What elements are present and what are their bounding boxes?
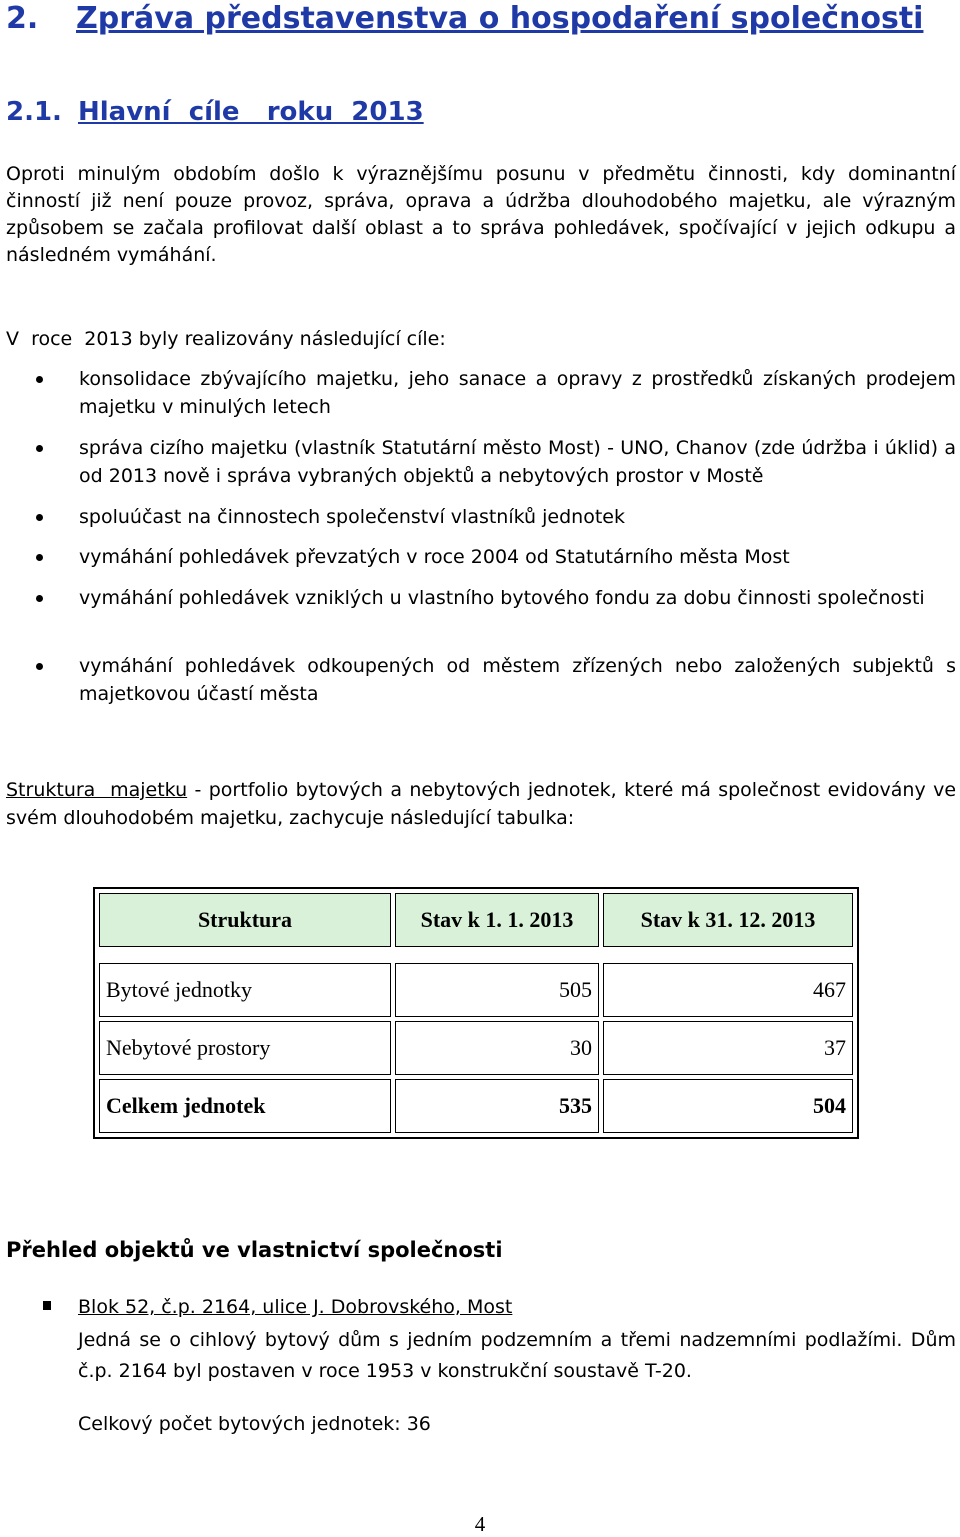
table-cell-start: 535 xyxy=(395,1079,599,1133)
table-cell-label: Nebytové prostory xyxy=(99,1021,391,1075)
square-bullet-icon xyxy=(43,1301,51,1310)
bullet-icon xyxy=(36,514,43,521)
table-header-cell: Stav k 31. 12. 2013 xyxy=(603,893,853,947)
bullet-icon xyxy=(36,554,43,561)
subsection-heading xyxy=(6,95,424,129)
intro-paragraph: Oproti minulým obdobím došlo k výraznějšímu posunu v předmětu činnosti, kdy dominantní činností již není pouze provoz, správa, oprava a údržba dlouhodobého majetku, ale výrazným způsobem se začala profilovat další oblast a to správa pohledávek, spočívající v jejich odkupu a následném vymáhání. xyxy=(6,163,956,266)
table-row xyxy=(99,963,853,1017)
table-row-total xyxy=(99,1079,853,1133)
bullet-icon xyxy=(36,595,43,602)
section-title: Zpráva představenstva o hospodaření společnosti xyxy=(76,1,924,36)
structure-paragraph xyxy=(6,776,956,832)
goal-item-text: konsolidace zbývajícího majetku, jeho sanace a opravy z prostředků získaných prodejem majetku v minulých letech xyxy=(79,368,956,418)
goal-item-text: spoluúčast na činnostech společenství vlastníků jednotek xyxy=(79,506,625,528)
page-number: 4 xyxy=(474,1512,486,1536)
object-address: Blok 52, č.p. 2164, ulice J. Dobrovského, Most xyxy=(78,1296,513,1318)
structure-text: - portfolio bytových a nebytových jednotek, které má společnost evidovány ve svém dlouhodobém majetku, zachycuje následující tabulka: xyxy=(6,779,957,829)
subsection-title: Hlavní cíle roku 2013 xyxy=(78,97,424,127)
table-cell-end: 37 xyxy=(603,1021,853,1075)
bullet-icon xyxy=(36,663,43,670)
bullet-icon xyxy=(36,376,43,383)
table-cell-end: 504 xyxy=(603,1079,853,1133)
table-header-cell: Struktura xyxy=(99,893,391,947)
subsection-number: 2.1. xyxy=(6,97,62,127)
bullet-icon xyxy=(36,445,43,452)
table-spacer xyxy=(99,951,853,959)
table-cell-label: Celkem jednotek xyxy=(99,1079,391,1133)
goal-item-text: vymáhání pohledávek převzatých v roce 2004 od Statutárního města Most xyxy=(79,546,790,568)
object-description: Jedná se o cihlový bytový dům s jedním podzemním a třemi nadzemními podlažími. Dům č.p. 2164 byl postaven v roce 1953 v konstrukční soustavě T-20. xyxy=(78,1329,956,1382)
table-header-cell: Stav k 1. 1. 2013 xyxy=(395,893,599,947)
goal-item-text: správa cizího majetku (vlastník Statutární město Most) - UNO, Chanov (zde údržba i úklid) a od 2013 nově i správa vybraných objektů a nebytových prostor v Mostě xyxy=(79,437,956,487)
objects-heading: Přehled objektů ve vlastnictví společnosti xyxy=(6,1238,503,1262)
asset-structure-table xyxy=(93,887,859,1139)
table-cell-end: 467 xyxy=(603,963,853,1017)
table-cell-start: 505 xyxy=(395,963,599,1017)
goals-intro: V roce 2013 byly realizovány následující cíle: xyxy=(6,328,446,350)
object-unit-count: Celkový počet bytových jednotek: 36 xyxy=(78,1413,431,1435)
goal-item-text: vymáhání pohledávek odkoupených od městem zřízených nebo založených subjektů s majetkovou účastí města xyxy=(79,655,956,705)
section-heading xyxy=(6,0,923,38)
section-number: 2. xyxy=(6,1,39,36)
table-cell-label: Bytové jednotky xyxy=(99,963,391,1017)
table-cell-start: 30 xyxy=(395,1021,599,1075)
goal-item-text: vymáhání pohledávek vzniklých u vlastního bytového fondu za dobu činnosti společnosti xyxy=(79,587,925,609)
table-header-row xyxy=(99,893,853,947)
structure-label: Struktura majetku xyxy=(6,779,188,801)
table-row xyxy=(99,1021,853,1075)
